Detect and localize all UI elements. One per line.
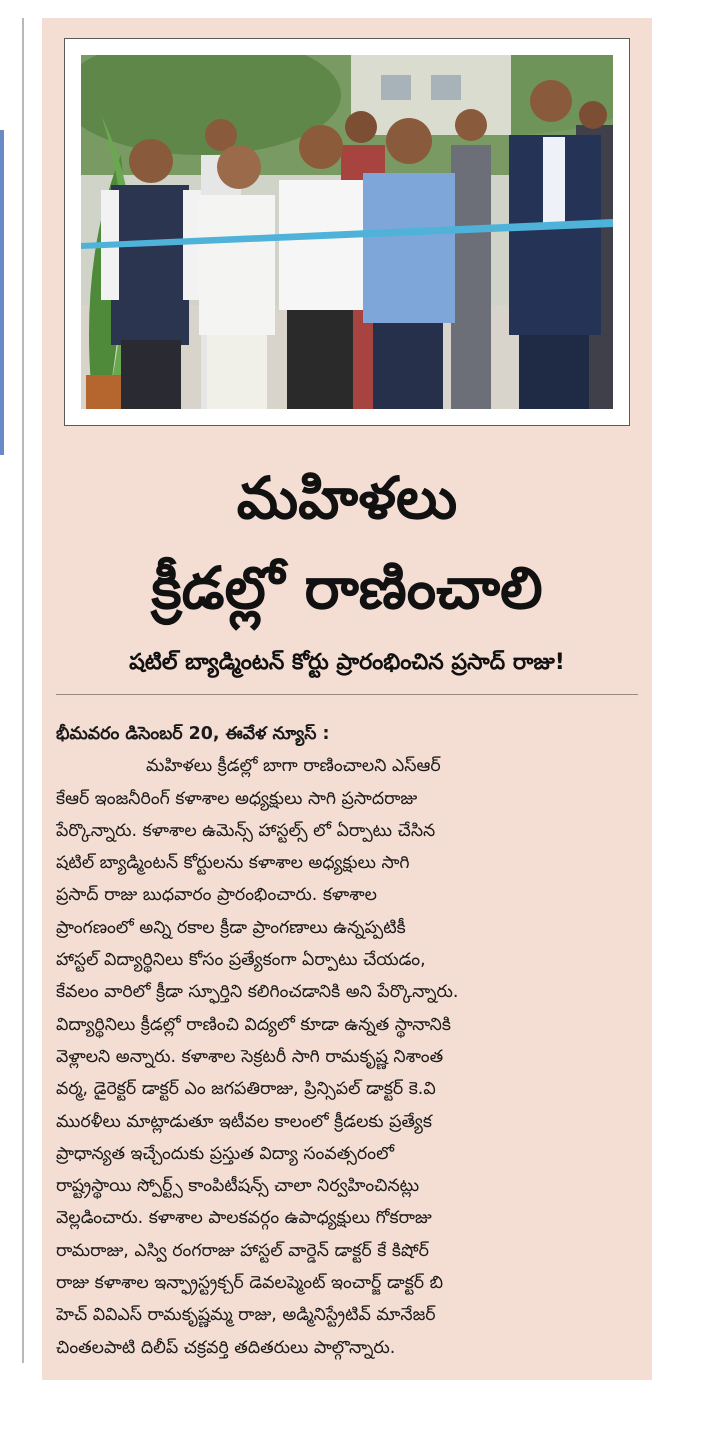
headline-line-2: క్రీడల్లో రాణించాలి bbox=[151, 554, 543, 622]
body-line: ప్రాధాన్యత ఇచ్చేందుకు ప్రస్తుత విద్యా సంవత్సరంలో bbox=[56, 1143, 394, 1164]
body-line: వెళ్లాలని అన్నారు. కళాశాల సెక్రటరీ సాగి రామకృష్ణ నిశాంత bbox=[56, 1046, 444, 1067]
headline-line-1: మహిళలు bbox=[236, 464, 458, 532]
body-line: విద్యార్థినిలు క్రీడల్లో రాణించి విద్యలో కూడా ఉన్నత స్థానానికి bbox=[56, 1014, 451, 1035]
ribbon-cutting-photo bbox=[81, 55, 613, 409]
subheadline: షటిల్ బ్యాడ్మింటన్ కోర్టు ప్రారంభించిన ప్రసాద్ రాజు! bbox=[129, 650, 565, 675]
page-edge-line bbox=[22, 18, 24, 1363]
dateline: భీమవరం డిసెంబర్ 20, ఈవేళ న్యూస్ : bbox=[56, 724, 330, 744]
body-line: చింతలపాటి దిలీప్ చక్రవర్తి తదితరులు పాల్గొన్నారు. bbox=[56, 1337, 396, 1358]
news-clipping bbox=[42, 18, 652, 1380]
body-line: హెచ్ వివిఎస్ రామకృష్ణమ్మ రాజు, అడ్మినిస్ట్రేటివ్ మానేజర్ bbox=[56, 1305, 436, 1326]
body-line: రామరాజు, ఎస్వి రంగరాజు హాస్టల్ వార్డెన్ డాక్టర్ కే కిషోర్ bbox=[56, 1240, 429, 1261]
body-line: కేవలం వారిలో క్రీడా స్ఫూర్తిని కలిగించడానికి అని పేర్కొన్నారు. bbox=[56, 982, 459, 1003]
body-line: ప్రసాద్ రాజు బుధవారం ప్రారంభించారు. కళాశాల bbox=[56, 885, 377, 906]
body-line: కేఆర్ ఇంజనీరింగ్ కళాశాల అధ్యక్షులు సాగి ప్రసాదరాజు bbox=[56, 788, 418, 809]
body-line: ప్రాంగణంలో అన్ని రకాల క్రీడా ప్రాంగణాలు ఉన్నప్పటికీ bbox=[56, 917, 406, 938]
divider bbox=[56, 694, 638, 695]
body-line: రాజు కళాశాల ఇన్ఫ్రాస్ట్రక్చర్ డెవలప్మెంట్ ఇంచార్జ్ డాక్టర్ బి bbox=[56, 1273, 444, 1294]
body-line: వెల్లడించారు. కళాశాల పాలకవర్గం ఉపాధ్యక్షులు గోకరాజు bbox=[56, 1208, 432, 1229]
body-line: రాష్ట్రస్థాయి స్పోర్ట్స్ కాంపిటీషన్స్ చాలా నిర్వహించినట్లు bbox=[56, 1176, 420, 1197]
body-line: హాస్టల్ విద్యార్థినిలు కోసం ప్రత్యేకంగా ఏర్పాటు చేయడం, bbox=[56, 950, 426, 971]
body-line: మురళీలు మాట్లాడుతూ ఇటీవల కాలంలో క్రీడలకు ప్రత్యేక bbox=[56, 1111, 432, 1132]
body-line: షటిల్ బ్యాడ్మింటన్ కోర్టులను కళాశాల అధ్యక్షులు సాగి bbox=[56, 853, 410, 874]
adjacent-page-edge bbox=[0, 130, 4, 455]
body-line: పేర్కొన్నారు. కళాశాల ఉమెన్స్ హాస్టల్స్ లో ఏర్పాటు చేసిన bbox=[56, 820, 436, 841]
body-line: మహిళలు క్రీడల్లో బాగా రాణించాలని ఎస్ఆర్ bbox=[146, 756, 441, 777]
photo-frame bbox=[64, 38, 630, 426]
body-line: వర్మ, డైరెక్టర్ డాక్టర్ ఎం జగపతిరాజు, ప్రిన్సిపల్ డాక్టర్ కె.వి bbox=[56, 1079, 436, 1100]
article-body bbox=[56, 718, 638, 1364]
